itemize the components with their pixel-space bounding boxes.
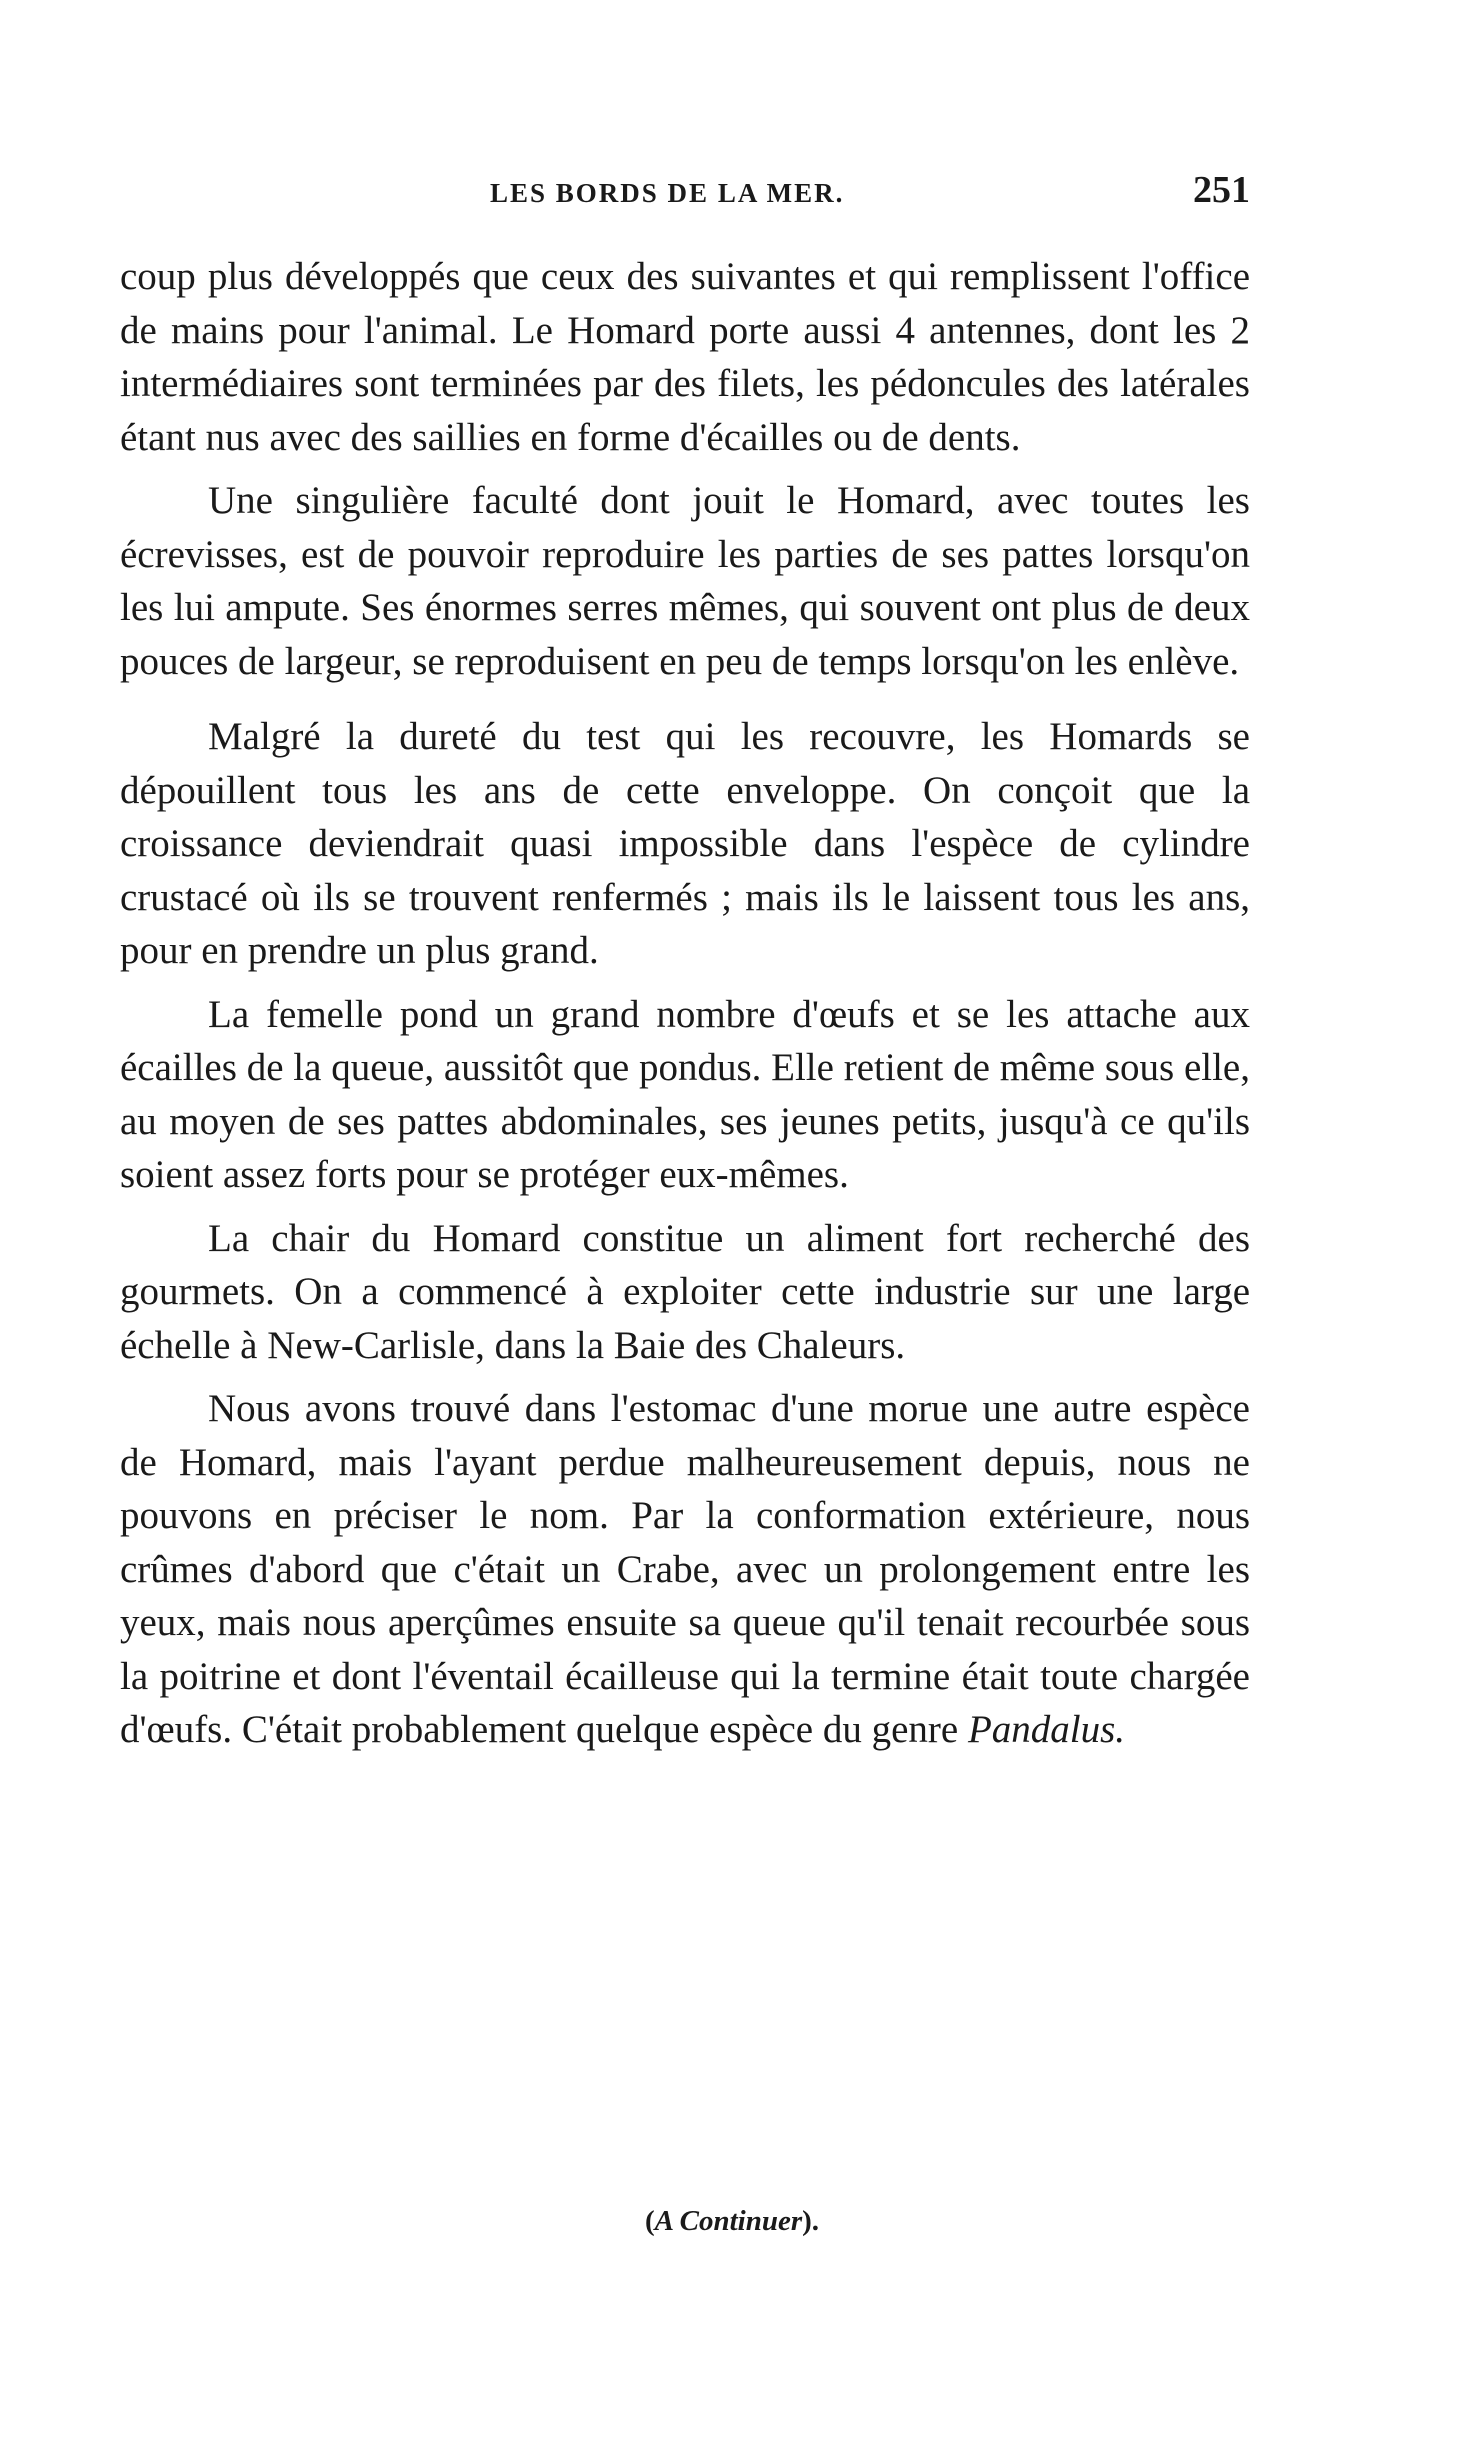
paragraph-molting: Malgré la dureté du test qui les recouvre, les Homards se dépouillent tous les ans de cette enveloppe. On conçoit que la croissance deviendrait quasi impossible dans l'espèce de cylindre crustacé où ils se trouvent renfermés ; mais ils le laissent tous les ans, pour en prendre un plus grand. [120, 715, 1250, 972]
page-header [120, 168, 1250, 218]
running-title: LES BORDS DE LA MER. [490, 178, 845, 208]
genus-name: Pandalus. [967, 1708, 1126, 1751]
open-paren: ( [644, 2205, 655, 2237]
close-paren: ). [802, 2205, 820, 2237]
paragraph-regeneration: Une singulière faculté dont jouit le Homard, avec toutes les écrevisses, est de pouvoir reproduire les parties de ses pattes lorsqu'on les lui ampute. Ses énormes serres mêmes, qui souvent ont plus de deux pouces de largeur, se reproduisent en peu de temps lorsqu'on les enlève. [120, 479, 1250, 683]
paragraph-other-species [120, 1382, 1250, 1757]
paragraph-other-species-text: Nous avons trouvé dans l'estomac d'une morue une autre espèce de Homard, mais l'ayant perdue malheureusement depuis, nous ne pouvons en préciser le nom. Par la conformation extérieure, nous crûmes d'abord que c'était un Crabe, avec un prolongement entre les yeux, mais nous aperçûmes ensuite sa queue qu'il tenait recourbée sous la poitrine et dont l'éventail écailleuse qui la termine était toute chargée d'œufs. C'était probablement quelque espèce du genre [120, 1387, 1250, 1751]
paragraph-female-eggs: La femelle pond un grand nombre d'œufs et se les attache aux écailles de la queue, aussitôt que pondus. Elle retient de même sous elle, au moyen de ses pattes abdominales, ses jeunes petits, jusqu'à ce qu'ils soient assez forts pour se protéger eux-mêmes. [120, 992, 1250, 1196]
body-text [120, 250, 1250, 1767]
paragraph-continued: coup plus développés que ceux des suivantes et qui remplissent l'office de mains pour l'animal. Le Homard porte aussi 4 antennes, dont les 2 intermédiaires sont terminées par des filets, les pédoncules des latérales étant nus avec des saillies en forme d'écailles ou de dents. [120, 255, 1250, 459]
continuation-text: A Continuer [654, 2205, 803, 2237]
page-number: 251 [1193, 169, 1250, 211]
continuation-note [0, 2205, 1464, 2238]
paragraph-food-industry: La chair du Homard constitue un aliment fort recherché des gourmets. On a commencé à exploiter cette industrie sur une large échelle à New-Carlisle, dans la Baie des Chaleurs. [120, 1216, 1250, 1367]
